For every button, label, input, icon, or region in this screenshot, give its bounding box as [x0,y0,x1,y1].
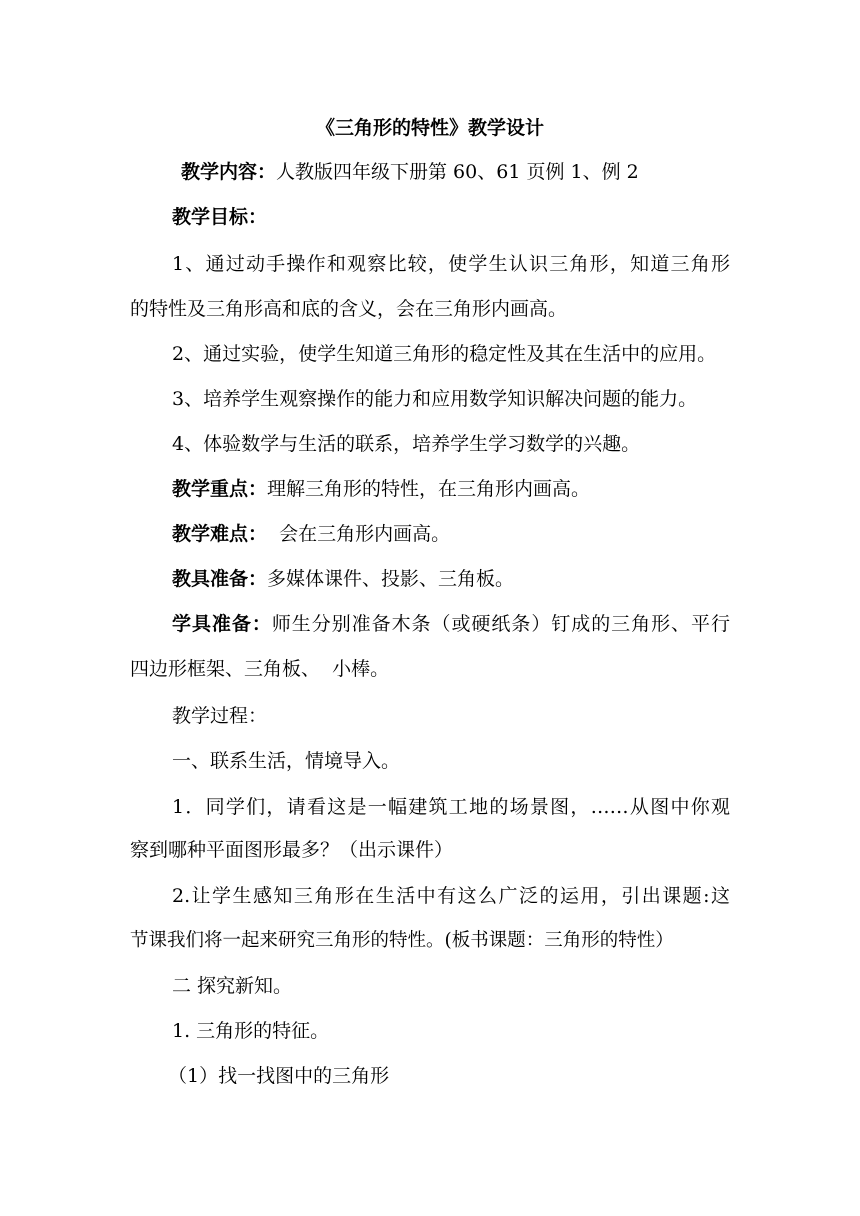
item-2-line-2: 节课我们将一起来研究三角形的特性。(板书课题：三角形的特性） [130,930,674,951]
sub-section-1-1: （1）找一找图中的三角形 [168,1065,390,1087]
sub-section-1: 1. 三角形的特征。 [172,1020,330,1042]
goal-1-line-2: 的特性及三角形高和底的含义，会在三角形内画高。 [130,298,568,320]
teaching-content-text: 人教版四年级下册第 60、61 页例 1、例 2 [276,161,639,183]
student-tools-line-2: 四边形框架、三角板、 小棒。 [130,658,390,680]
goal-2: 2、通过实验，使学生知道三角形的稳定性及其在生活中的应用。 [172,343,717,365]
teacher-tools-label: 教具准备： [172,568,268,590]
teaching-content-line [181,160,781,184]
student-tools-text-1: 师生分别准备木条（或硬纸条）钉成的三角形、平行 [271,613,730,635]
item-2-line-1: 2.让学生感知三角形在生活中有这么广泛的运用，引出课题:这 [172,885,730,907]
student-tools-label: 学具准备： [172,613,272,635]
goal-1-line-1: 1、通过动手操作和观察比较，使学生认识三角形，知道三角形 [172,253,730,275]
teacher-tools-text: 多媒体课件、投影、三角板。 [267,568,515,590]
difficulty-text: 会在三角形内画高。 [267,523,451,545]
teacher-tools-line [172,567,772,591]
teaching-goals-label: 教学目标： [172,206,268,228]
goal-4: 4、体验数学与生活的联系，培养学生学习数学的兴趣。 [172,433,641,455]
key-point-line [172,477,772,501]
teaching-content-label: 教学内容： [181,161,277,183]
difficulty-line [172,522,772,546]
item-1-line-1: 1．同学们，请看这是一幅建筑工地的场景图，……从图中你观 [172,796,730,818]
section-1-heading: 一、联系生活，情境导入。 [172,750,401,772]
item-1-line-2: 察到哪种平面图形最多？（出示课件） [130,839,454,861]
process-label: 教学过程： [172,705,268,727]
document-title: 《三角形的特性》教学设计 [315,117,544,139]
key-point-text: 理解三角形的特性，在三角形内画高。 [267,478,591,500]
goal-3: 3、培养学生观察操作的能力和应用数学知识解决问题的能力。 [172,388,698,410]
difficulty-label: 教学难点： [172,523,268,545]
section-2-heading: 二 探究新知。 [172,975,293,997]
key-point-label: 教学重点： [172,478,268,500]
student-tools-line-1 [172,612,730,636]
